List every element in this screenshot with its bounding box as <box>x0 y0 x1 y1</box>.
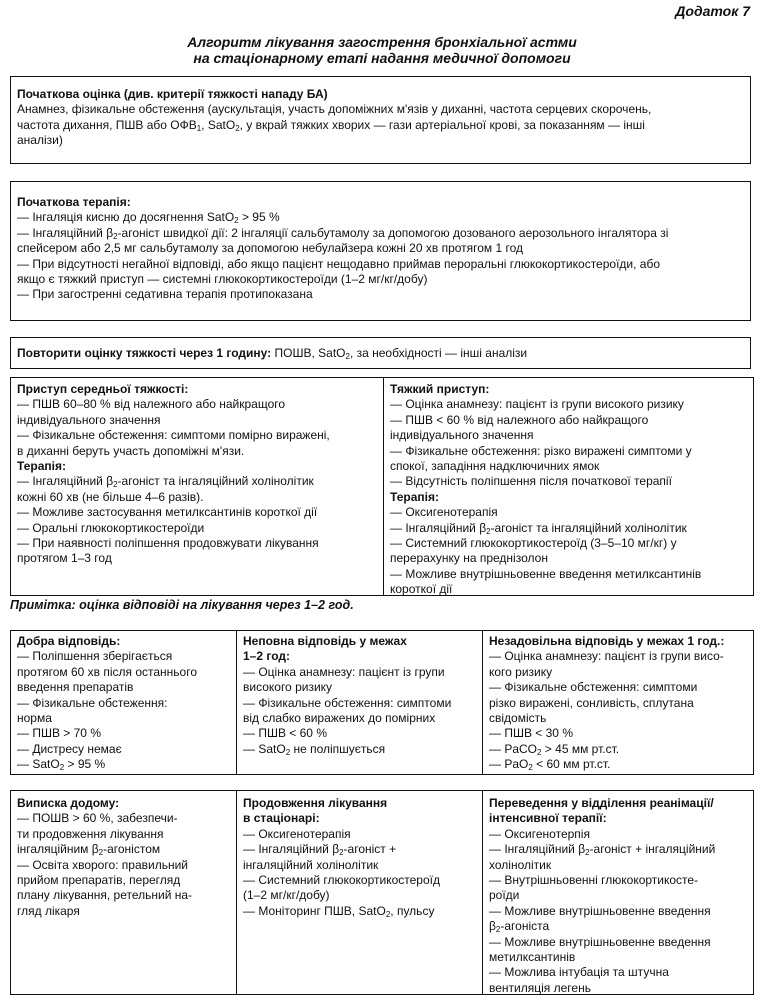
moderate-therapy-line: кожні 60 хв (не більше 4–6 разів). <box>17 489 204 504</box>
severity-row <box>10 377 754 596</box>
severe-heading: Тяжкий приступ: <box>390 382 490 396</box>
severe-attack-column <box>384 378 753 595</box>
response-row <box>10 630 754 775</box>
good-line: — SatO$_2$ > 95 % <box>17 757 106 773</box>
icu-heading: Переведення у відділення реанімації/ <box>489 796 714 810</box>
discharge-line: — ПОШВ > 60 %, забезпечи- <box>17 811 178 826</box>
icu-line: — Можливе внутрішньовенне введення <box>489 934 711 949</box>
good-line: — Дистресу немає <box>17 741 122 756</box>
partial-line: — ПШВ < 60 % <box>243 726 327 741</box>
severe-line: спокої, западіння надключичних ямок <box>390 459 600 474</box>
partial-line: від слабко виражених до помірних <box>243 711 436 726</box>
icu-line: — Оксигенотерпія <box>489 826 590 841</box>
moderate-line: — ПШВ 60–80 % від належного або найкращого <box>17 397 286 412</box>
icu-line: — Можливе внутрішньовенне введення <box>489 903 711 918</box>
moderate-therapy-heading: Терапія: <box>17 459 66 474</box>
initial-therapy-box <box>10 181 751 321</box>
icu-line: метилксантинів <box>489 950 576 965</box>
initial-assessment-box <box>10 76 751 164</box>
icu-line: $\beta_2$-агоніста <box>489 919 550 935</box>
good-response-heading: Добра відповідь: <box>17 634 121 648</box>
moderate-heading: Приступ середньої тяжкості: <box>17 382 189 396</box>
moderate-attack-column <box>11 378 384 595</box>
continue-treatment-column <box>237 791 483 994</box>
appendix-label: Додаток 7 <box>675 3 750 19</box>
icu-transfer-column <box>483 791 753 994</box>
discharge-line: прийом препаратів, перегляд <box>17 873 181 888</box>
partial-line: — Фізикальне обстеження: симптоми <box>243 695 452 710</box>
good-line: — Поліпшення зберігається <box>17 649 173 664</box>
discharge-column <box>11 791 237 994</box>
reassess-text: Повторити оцінку тяжкості через 1 годину: ПОШВ, SatO$_2$, за необхідності — інші аналізи <box>17 346 528 361</box>
initial-assessment-text: Анамнез, фізикальне обстеження (аускультація, участь допоміжних м'язів у диханні, частота серцевих скорочень, <box>17 102 652 117</box>
poor-line: — PaCO$_2$ > 45 мм рт.ст. <box>489 741 620 757</box>
continue-line: інгаляційний холінолітик <box>243 857 379 872</box>
continue-line: — Інгаляційний $\beta_2$-агоніст + <box>243 842 397 858</box>
partial-line: — SatO$_2$ не поліпшується <box>243 741 386 757</box>
severe-therapy-line: — Інгаляційний $\beta_2$-агоніст та інгаляційний холінолітик <box>390 520 687 536</box>
poor-response-column <box>483 631 753 774</box>
good-line: — ПШВ > 70 % <box>17 726 101 741</box>
icu-line: — Внутрішньовенні глюкокортикосте- <box>489 873 699 888</box>
continue-line: — Оксигенотерапія <box>243 826 351 841</box>
partial-response-heading: Неповна відповідь у межах <box>243 634 407 648</box>
therapy-item: спейсером або 2,5 мг сальбутамолу за допомогою небулайзера кожні 20 хв протягом 1 год <box>17 241 524 256</box>
good-line: — Фізикальне обстеження: <box>17 695 168 710</box>
title-line-2: на стаціонарному етапі надання медичної допомоги <box>193 50 571 66</box>
severe-therapy-line: — Можливе внутрішньовенне введення метилксантинів <box>390 566 702 581</box>
severe-line: — Оцінка анамнезу: пацієнт із групи високого ризику <box>390 397 684 412</box>
initial-therapy-heading: Початкова терапія: <box>17 195 131 209</box>
severe-line: — Фізикальне обстеження: різко виражені симптоми у <box>390 443 692 458</box>
outcome-row <box>10 790 754 995</box>
moderate-line: — Фізикальне обстеження: симптоми помірно виражені, <box>17 428 330 443</box>
therapy-item: — Інгаляційний $\beta_2$-агоніст швидкої дії: 2 інгаляції сальбутамолу за допомогою дозованого аерозольного інгалятора зі <box>17 225 669 241</box>
severe-therapy-line: короткої дії <box>390 582 453 597</box>
therapy-item: якщо є тяжкий приступ — системні глюкокортикостероїди (1–2 мг/кг/добу) <box>17 272 428 287</box>
severe-therapy-line: — Оксигенотерапія <box>390 505 498 520</box>
moderate-therapy-line: — Інгаляційний $\beta_2$-агоніст та інгаляційний холінолітик <box>17 474 314 490</box>
initial-assessment-text: аналізи) <box>17 133 63 148</box>
moderate-therapy-line: — Можливе застосування метилксантинів короткої дії <box>17 505 318 520</box>
poor-line: різко виражені, сонливість, сплутана <box>489 695 694 710</box>
severe-line: — ПШВ < 60 % від належного або найкращого <box>390 412 649 427</box>
icu-line: — Інгаляційний $\beta_2$-агоніст + інгаляційний <box>489 842 716 858</box>
discharge-heading: Виписка додому: <box>17 796 120 810</box>
icu-line: холінолітик <box>489 857 552 872</box>
discharge-line: інгаляційним $\beta_2$-агоністом <box>17 842 161 858</box>
continue-line: — Моніторинг ПШВ, SatO$_2$, пульсу <box>243 903 435 919</box>
page-title <box>0 34 764 66</box>
partial-response-heading: 1–2 год: <box>243 649 290 664</box>
severe-line: індивідуального значення <box>390 428 534 443</box>
therapy-item: — Інгаляція кисню до досягнення SatO$_2$ > 95 % <box>17 210 280 226</box>
severe-therapy-line: перерахунку на преднізолон <box>390 551 548 566</box>
initial-assessment-text: частота дихання, ПШВ або $ОФВ_1$, SatO$_2$, у вкрай тяжких хворих — гази артеріальної крові, за показанням — інші <box>17 117 645 133</box>
poor-line: — PaO$_2$ < 60 мм рт.ст. <box>489 757 611 773</box>
severe-line: — Відсутність поліпшення після початкової терапії <box>390 474 672 489</box>
poor-line: — Фізикальне обстеження: симптоми <box>489 680 698 695</box>
initial-assessment-heading: Початкова оцінка (див. критерії тяжкості нападу БА) <box>17 87 328 101</box>
discharge-line: ти продовження лікування <box>17 826 164 841</box>
discharge-line: гляд лікаря <box>17 903 80 918</box>
discharge-line: — Освіта хворого: правильний <box>17 857 189 872</box>
reassess-box <box>10 337 751 369</box>
note-text: Примітка: оцінка відповіді на лікування через 1–2 год. <box>10 598 354 612</box>
moderate-line: в диханні беруть участь допоміжні м'язи. <box>17 443 245 458</box>
good-line: введення препаратів <box>17 680 134 695</box>
moderate-therapy-line: протягом 1–3 год <box>17 551 112 566</box>
continue-heading: в стаціонарі: <box>243 811 320 826</box>
good-line: протягом 60 хв після останнього <box>17 664 198 679</box>
moderate-therapy-line: — При наявності поліпшення продовжувати лікування <box>17 536 319 551</box>
moderate-line: індивідуального значення <box>17 412 161 427</box>
poor-line: свідомість <box>489 711 547 726</box>
title-line-1: Алгоритм лікування загострення бронхіальної астми <box>187 34 577 50</box>
poor-response-heading: Незадовільна відповідь у межах 1 год.: <box>489 634 725 648</box>
therapy-item: — При відсутності негайної відповіді, або якщо пацієнт нещодавно приймав пероральні глюкокортикостероїди, або <box>17 256 661 271</box>
poor-line: — Оцінка анамнезу: пацієнт із групи висо- <box>489 649 724 664</box>
therapy-item: — При загостренні седативна терапія протипоказана <box>17 287 313 302</box>
discharge-line: плану лікування, ретельний на- <box>17 888 193 903</box>
severe-therapy-heading: Терапія: <box>390 489 439 504</box>
poor-line: — ПШВ < 30 % <box>489 726 573 741</box>
good-line: норма <box>17 711 52 726</box>
good-response-column <box>11 631 237 774</box>
continue-line: — Системний глюкокортикостероїд <box>243 873 440 888</box>
icu-heading: інтенсивної терапії: <box>489 811 607 826</box>
severe-therapy-line: — Системний глюкокортикостероїд (3–5–10 мг/кг) у <box>390 536 677 551</box>
partial-response-column <box>237 631 483 774</box>
icu-line: вентиляція легень <box>489 980 591 995</box>
continue-line: (1–2 мг/кг/добу) <box>243 888 330 903</box>
poor-line: кого ризику <box>489 664 553 679</box>
icu-line: — Можлива інтубація та штучна <box>489 965 669 980</box>
icu-line: роїди <box>489 888 520 903</box>
partial-line: — Оцінка анамнезу: пацієнт із групи <box>243 664 445 679</box>
partial-line: високого ризику <box>243 680 333 695</box>
moderate-therapy-line: — Оральні глюкокортикостероїди <box>17 520 205 535</box>
continue-heading: Продовження лікування <box>243 796 388 810</box>
